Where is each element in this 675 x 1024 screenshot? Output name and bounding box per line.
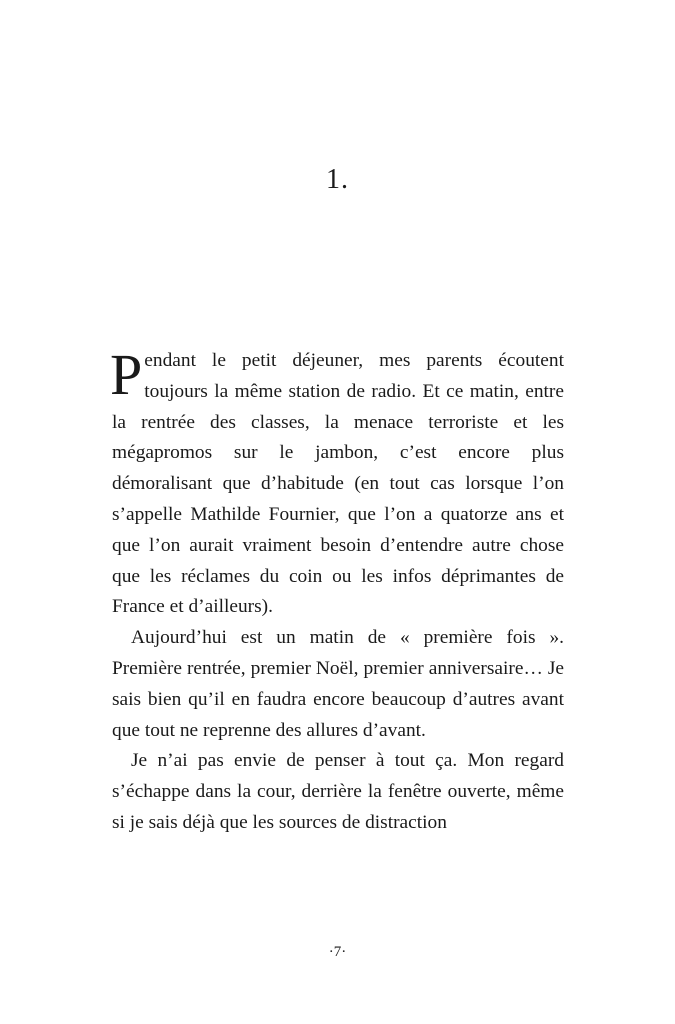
drop-cap: P (110, 342, 143, 407)
paragraph-2: Aujourd’hui est un matin de « première fois ». Première rentrée, premier Noël, premier anniversaire… Je sais bien qu’il en faudra encore beaucoup d’autres avant que tout ne reprenne des allures d’avant. (112, 627, 564, 741)
body-text (110, 342, 564, 839)
page-number: ·7· (328, 944, 347, 960)
paragraph-3: Je n’ai pas envie de penser à tout ça. Mon regard s’échappe dans la cour, derrière la fenêtre ouverte, même si je sais déjà que les sources de distraction (112, 750, 564, 833)
chapter-number: 1. (326, 164, 349, 195)
paragraph-1-text: endant le petit déjeuner, mes parents écoutent toujours la même station de radio. Et ce matin, entre la rentrée des classes, la menace terroriste et les mégapromos sur le jambon, c’est encore plus démoralisant que d’habitude (en tout cas lorsque l’on s’appelle Mathilde Fournier, que l’on a quatorze ans et que l’on aurait vraiment besoin d’entendre autre chose que les réclames du coin ou les infos déprimantes de France et d’ailleurs). (112, 350, 564, 618)
paragraph-1 (110, 342, 564, 623)
